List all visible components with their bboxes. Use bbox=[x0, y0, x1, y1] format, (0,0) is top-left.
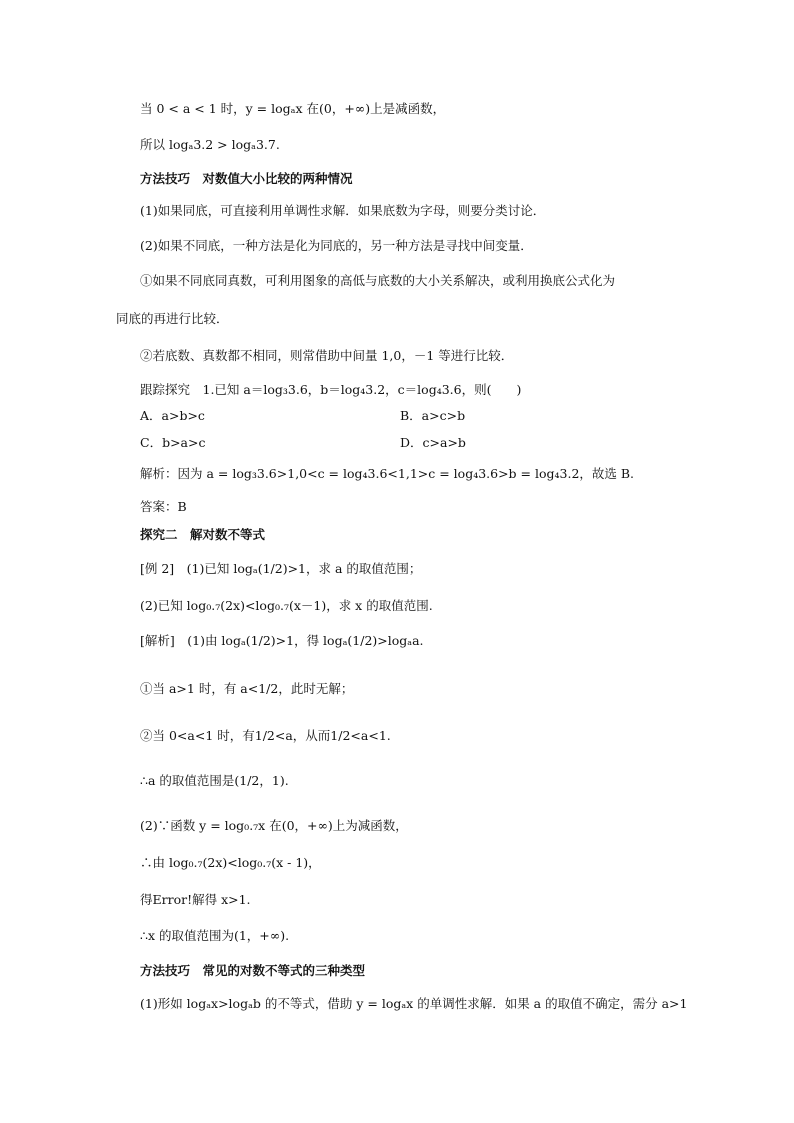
option-d: D．c>a>b bbox=[400, 435, 466, 450]
option-b: B．a>c>b bbox=[400, 408, 466, 423]
solution-text: ②当 0<a<1 时，有1/2<a，从而1/2<a<1. bbox=[140, 728, 391, 743]
answer-text: 答案：B bbox=[140, 499, 187, 514]
method-heading: 方法技巧 对数值大小比较的两种情况 bbox=[140, 171, 353, 186]
option-a: A．a>b>c bbox=[140, 408, 205, 423]
text-line: (1)形如 logₐx>logₐb 的不等式，借助 y = logₐx 的单调性求解．如果 a 的取值不确定，需分 a>1 bbox=[140, 996, 688, 1011]
solution-text: (2)∵函数 y = log₀.₇x 在(0，+∞)上为减函数， bbox=[140, 818, 408, 833]
text-line: (1)如果同底，可直接利用单调性求解．如果底数为字母，则要分类讨论． bbox=[140, 203, 546, 218]
solution-text: ∴x 的取值范围为(1，+∞). bbox=[140, 928, 290, 943]
text-line: 所以 logₐ3.2 > logₐ3.7. bbox=[140, 137, 280, 152]
text-line: ②若底数、真数都不相同，则常借助中间量 1,0，－1 等进行比较． bbox=[140, 348, 514, 363]
exercise-question: 跟踪探究 1.已知 a＝log₃3.6，b＝log₄3.2，c＝log₄3.6，则( ) bbox=[140, 382, 522, 397]
solution-text: 得Error!解得 x>1. bbox=[140, 892, 251, 907]
solution-text: ∴由 log₀.₇(2x)<log₀.₇(x - 1)， bbox=[140, 855, 321, 870]
solution-text: [解析] (1)由 logₐ(1/2)>1，得 logₐ(1/2)>logₐa. bbox=[140, 633, 424, 648]
section-heading: 探究二 解对数不等式 bbox=[140, 527, 266, 542]
example-question: (2)已知 log₀.₇(2x)<log₀.₇(x－1)，求 x 的取值范围. bbox=[140, 598, 433, 613]
text-line: (2)如果不同底，一种方法是化为同底的，另一种方法是寻找中间变量． bbox=[140, 238, 533, 253]
example-question: [例 2] (1)已知 logₐ(1/2)>1，求 a 的取值范围； bbox=[140, 561, 422, 576]
method-heading: 方法技巧 常见的对数不等式的三种类型 bbox=[140, 963, 366, 978]
text-line: ①如果不同底同真数，可利用图象的高低与底数的大小关系解决，或利用换底公式化为 bbox=[140, 273, 616, 288]
text-line: 当 0 < a < 1 时，y = logₐx 在(0，+∞)上是减函数， bbox=[140, 101, 446, 116]
solution-text: ①当 a>1 时，有 a<1/2，此时无解； bbox=[140, 681, 354, 696]
analysis-text: 解析：因为 a = log₃3.6>1,0<c = log₄3.6<1,1>c = log₄3.6>b = log₄3.2，故选 B. bbox=[140, 466, 635, 481]
text-line: 同底的再进行比较． bbox=[116, 311, 229, 326]
solution-text: ∴a 的取值范围是(1/2，1). bbox=[140, 773, 289, 788]
option-c: C．b>a>c bbox=[140, 435, 206, 450]
